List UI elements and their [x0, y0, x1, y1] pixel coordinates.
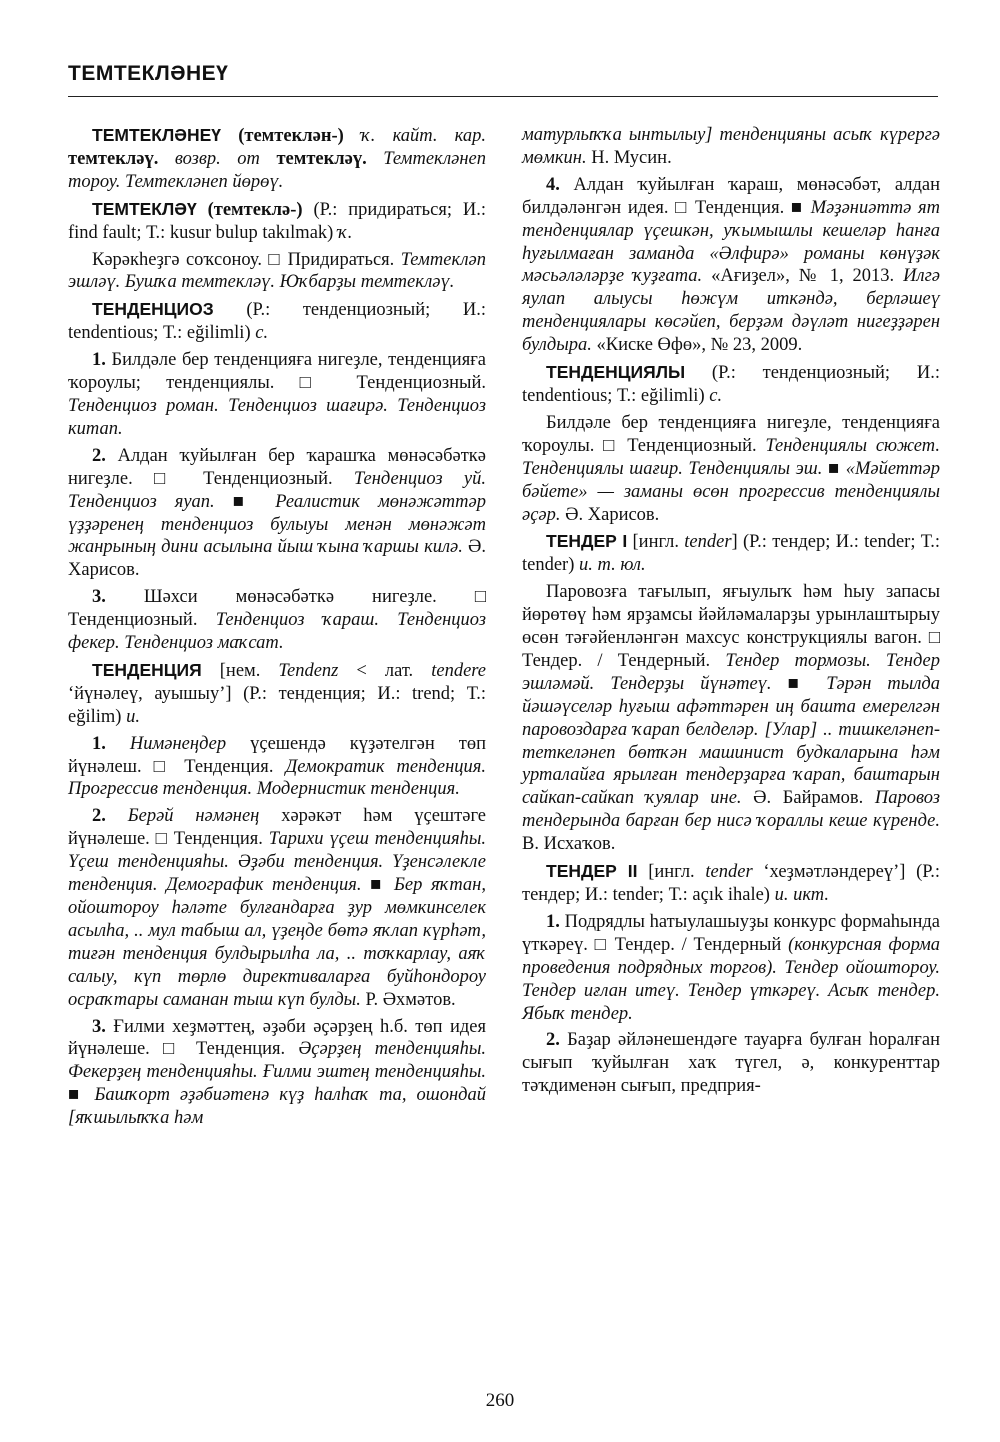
running-head: ТЕМТЕКЛӘНЕҮ: [68, 62, 938, 97]
sense-3: 3. Ғилми хеҙмәттең, әҙәби әҫәрҙең һ.б. төп идея йүнәлеше. □ Тенденция. Әҫәрҙең тенденцияһы. Фекерҙең тенденцияһы. Ғилми эштең тенденцияһы. ■ Башҡорт әҙәбиәтенә күҙ һалһаҡ та, ошондай [яҡшылыҡҡа һәм: [68, 1016, 486, 1129]
entry-temteklaneu: ТЕМТЕКЛӘНЕҮ (темтеклән-) ҡ. кайт. кар. темтекләү. возвр. от темтекләү. Темтекләнеп тороу. Темтекләнеп йөрөү.: [68, 125, 486, 192]
page-number: 260: [485, 1390, 515, 1411]
sense-1: 1. Билдәле бер тенденцияға нигеҙле, тенденцияға ҡороулы; тенденциялы. □ Тенденциозный. Тенденциоз роман. Тенденциоз шағирә. Тенденциоз китап.: [68, 350, 486, 439]
sense-2: 2. Алдан ҡуйылған бер ҡарашҡа мөнәсәбәткә нигеҙле. □ Тенденциозный. Тенденциоз уй. Тенденциоз яуап. ■ Реалистик мөнәжәттәр үҙҙәренең тенденциоз булыуы менән мөнәжәт жанрының дини асылына йыш ҡына ҡаршы килә. Ә. Харисов.: [68, 445, 486, 581]
left-column: [68, 124, 486, 1134]
entry-tendentsiya: ТЕНДЕНЦИЯ [нем. Tendenz < лат. tendere ‘йүнәлеү, ауышыу’] (Р.: тенденция; И.: trend; Т.: eğilim) и.: [68, 659, 487, 727]
sense-3: 3. Шәхси мөнәсәбәткә нигеҙле. □ Тенденциозный. Тенденциоз ҡараш. Тенденциоз фекер. Тенденциоз маҡсат.: [68, 587, 486, 654]
sense-2: 2. Берәй нәмәнең хәрәкәт һәм үҫештәге йүнәлеше. □ Тенденция. Тарихи үҫеш тенденцияһы. Үҫеш тенденцияһы. Әҙәби тенденция. Үҙенсәлекле тенденция. Демографик тенденция. ■ Бер яҡтан, ойоштороу һәләте булғандарға ҙур мөмкинселек асылһа, .. мул табыш ал, үҙеңде бөтә яҡлап күрһәт, тиғән тенденция булдырылһа ла, .. тоҡкарлау, аяҡ салыу, күп төрлө директиваларға буйһондороу осраҡтары саманан тыш күп булды. Р. Әхмәтов.: [68, 806, 486, 1010]
sense-4: 4. Алдан ҡуйылған ҡараш, мөнәсәбәт, алдан билдәләнгән идея. □ Тенденция. ■ Мәҙәниәттә ят тенденциялар үҫешкән, уҡымышлы кешеләр һанға һуғылмаған заманда «Әлфирә» романы көнүҙәк мәсьәләләрҙе ҡуҙғата. «Ағиҙел», № 1, 2013. Илгә яулап алыусы һөжүм иткәндә, берләшеү тенденциялары көсәйеп, берҙәм дәүләт нигеҙҙәрен булдыра. «Киске Өфө», № 23, 2009.: [522, 174, 940, 356]
entry-temteklau: ТЕМТЕКЛӘҮ (темтеклә-) (Р.: придираться; И.: find fault; Т.: kusur bulup takılmak) ҡ.: [68, 198, 486, 243]
sense-1: 1. Нимәнеңдер үҫешендә күҙәтелгән төп йүнәлеш. □ Тенденция. Демократик тенденция. Прогрессив тенденция. Модернистик тенденция.: [68, 733, 486, 800]
definition: Паровозға тағылып, яғыулыҡ һәм һыу запасы йөрөтөү һәм ярҙамсы йәйләмаларҙы урынлаштырыу өсөн тәғәйенләнгән махсус конструкциялы вагон. □ Тендер. / Тендерный. Тендер тормозы. Тендер эшләмәй. Тендерҙы йүнәтеү. ■ Тәрән тылда йәшәүселәр һуғыш афәттәрен иң башта емерелгән паровоздарға ҡарап белделәр. [Улар] .. тишкеләнеп-теткеләнеп бөтҡән машинист будкаларына һәм урталайға ярылған тендерҙарға ҡарап, баштарын сайкап-сайкап ҡуялар ине. Ә. Байрамов. Паровоз тендерында барған бер нисә ҡораллы кеше күренде. В. Исхаҡов.: [522, 582, 941, 855]
entry-tendentsioz: ТЕНДЕНЦИОЗ (Р.: тенденциозный; И.: tendentious; Т.: eğilimli) с.: [68, 299, 486, 344]
definition: Билдәле бер тенденцияға нигеҙле, тенденцияға ҡороулы. □ Тенденциозный. Тенденциялы сюжет. Тенденциялы шағир. Тенденциялы эш. ■ «Мәйеттәр бәйете» — заманы өсөн прогрессив тенденциялы әҫәр. Ә. Харисов.: [522, 412, 940, 525]
sense-1: 1. Подрядлы һатыулашыуҙы конкурс формаһында үткәреү. □ Тендер. / Тендерный (конкурсная форма проведения подрядных торгов). Тендер ойоштороу. Тендер иғлан итеү. Тендер үткәреү. Асыҡ тендер. Ябыҡ тендер.: [522, 911, 940, 1024]
sense-2: 2. Баҙар әйләнешендәге тауарға булған һоралған сығып ҡуйылған хаҡ түгел, ә, конкуренттар тәҡдименән сығып, предприя-: [522, 1030, 940, 1097]
entry-tender-1: ТЕНДЕР I [ингл. tender] (Р.: тендер; И.: tender; Т.: tender) и. т. юл.: [522, 531, 940, 576]
entry-tendentsiyaly: ТЕНДЕНЦИЯЛЫ (Р.: тенденциозный; И.: tendentious; Т.: eğilimli) с.: [522, 362, 940, 406]
entry-tender-2: ТЕНДЕР II [ингл. tender ‘хеҙмәтләндереү’] (Р.: тендер; И.: tender; Т.: açık ihale) и. икт.: [522, 861, 941, 905]
right-column: [522, 124, 940, 1102]
quote-continuation: матурлыҡҡа ынтылыу] тенденцияны асыҡ күрергә мөмкин. Н. Мусин.: [522, 125, 940, 168]
definition: Кәрәкһеҙгә соҡсоноу. □ Придираться. Темтекләп эшләү. Бушҡа темтекләү. Юҡбарҙы темтекләү.: [68, 249, 486, 293]
